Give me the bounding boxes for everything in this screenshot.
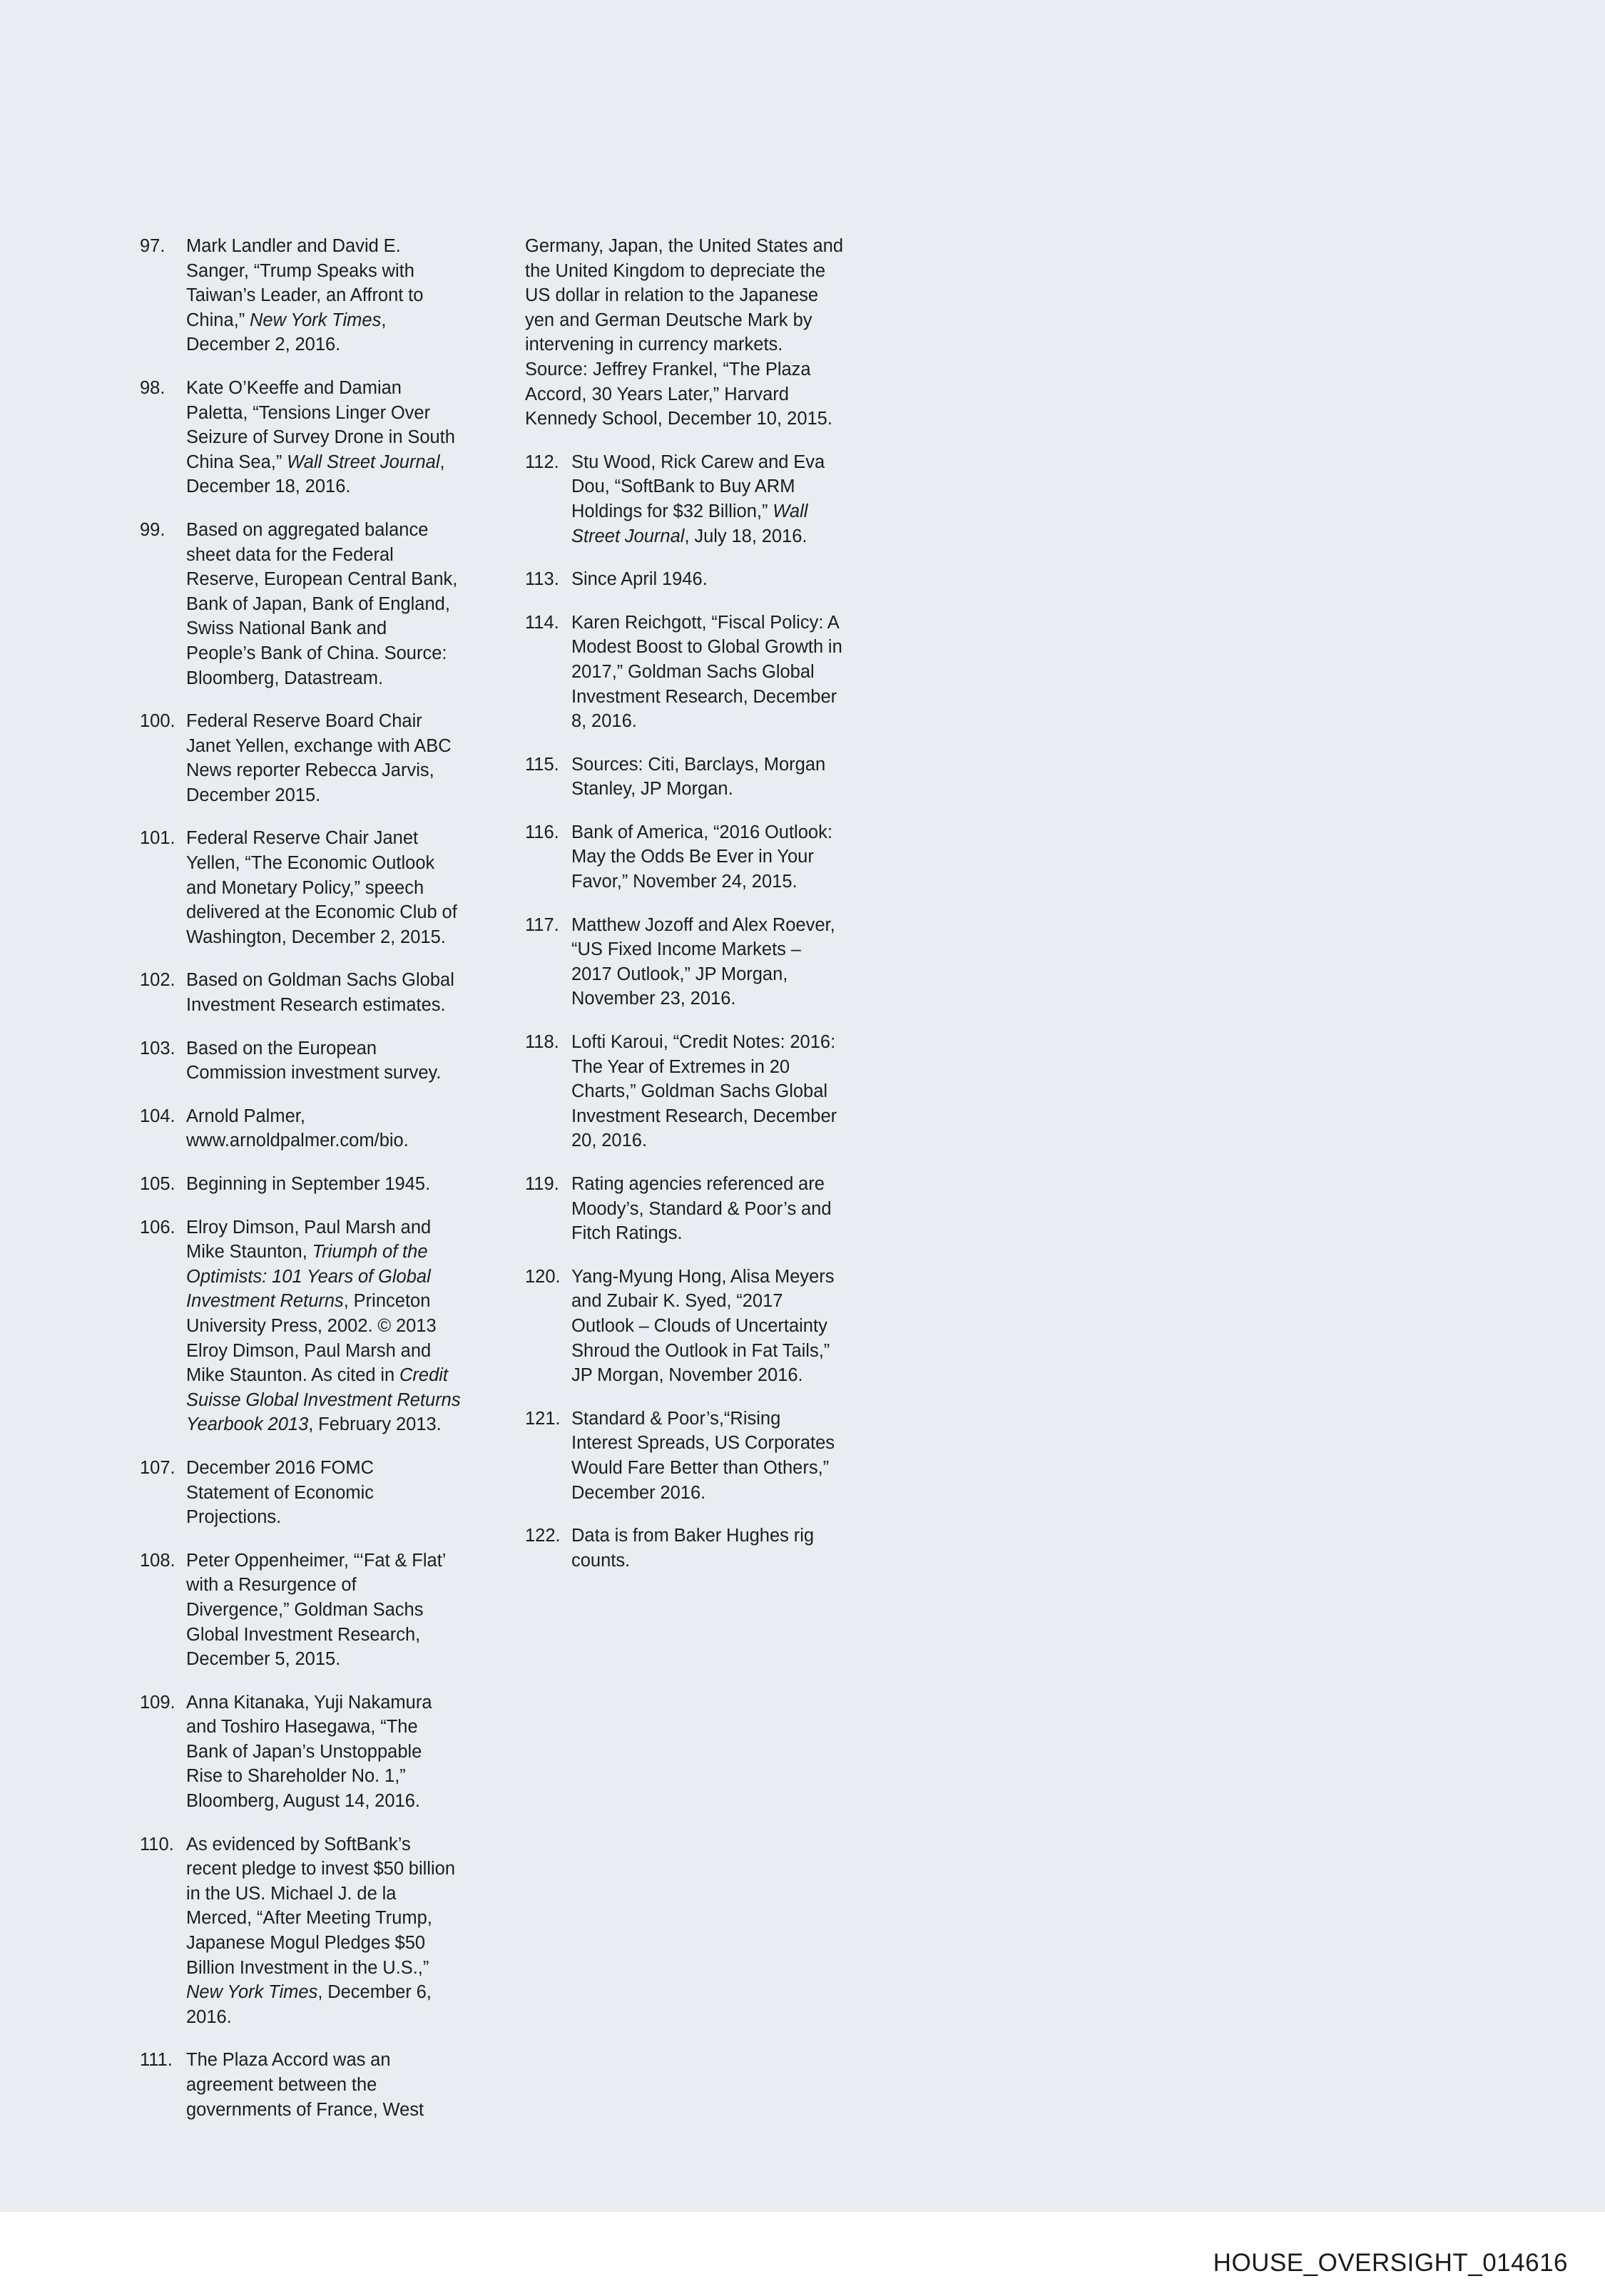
endnote-text: Rating agencies referenced are Moody’s, Standard & Poor’s and Fitch Ratings. bbox=[571, 1174, 832, 1244]
endnote-number: 111. bbox=[140, 2050, 173, 2071]
endnote-item bbox=[140, 1172, 461, 1197]
endnote-item bbox=[140, 1832, 461, 2030]
endnote-number: 120. bbox=[525, 1266, 561, 1287]
endnote-continuation: Germany, Japan, the United States and the United Kingdom to depreciate the US dollar in relation to the Japanese yen and German Deutsche Mark by intervening in currency markets. Source: Jeffrey Frankel, “The Plaza Accord, 30 Years Later,” Harvard Kennedy School, December 10, 2015. bbox=[525, 236, 844, 429]
endnote-item bbox=[140, 234, 461, 357]
endnote-item bbox=[525, 1265, 846, 1388]
endnote-text: Arnold Palmer, www.arnoldpalmer.com/bio. bbox=[186, 1106, 409, 1151]
endnote-text: December 2016 FOMC Statement of Economic Projections. bbox=[186, 1457, 374, 1528]
endnote-number: 119. bbox=[525, 1174, 559, 1194]
endnote-text: Based on aggregated balance sheet data for the Federal Reserve, European Central Bank, Bank of Japan, Bank of England, Swiss National Bank and People’s Bank of China. Source: Bloomberg, Datastream. bbox=[186, 519, 458, 688]
endnote-number: 113. bbox=[525, 569, 559, 590]
endnote-number: 114. bbox=[525, 612, 559, 633]
endnote-text: Elroy Dimson, Paul Marsh and Mike Staunton, Triumph of the Optimists: 101 Years of Global Investment Returns, Princeton University Press, 2002. © 2013 Elroy Dimson, Paul Marsh and Mike Staunton. As cited in Credit Suisse Global Investment Returns Yearbook 2013, February 2013. bbox=[186, 1217, 461, 1435]
endnote-number: 109. bbox=[140, 1692, 175, 1713]
endnote-number: 118. bbox=[525, 1032, 559, 1053]
endnote-number: 115. bbox=[525, 754, 559, 775]
endnote-number: 116. bbox=[525, 822, 559, 842]
endnote-text: Data is from Baker Hughes rig counts. bbox=[571, 1526, 815, 1571]
endnote-item bbox=[140, 376, 461, 499]
endnote-item bbox=[525, 1172, 846, 1246]
endnote-text: Mark Landler and David E. Sanger, “Trump Speaks with Taiwan’s Leader, an Affront to China,” New York Times, December 2, 2016. bbox=[186, 236, 424, 355]
endnote-text: Karen Reichgott, “Fiscal Policy: A Modest Boost to Global Growth in 2017,” Goldman Sachs Global Investment Research, December 8, 2016. bbox=[571, 612, 842, 732]
endnote-item bbox=[140, 1690, 461, 1814]
endnote-number: 121. bbox=[525, 1408, 561, 1429]
endnote-text: Standard & Poor’s,“Rising Interest Spreads, US Corporates Would Fare Better than Others,” December 2016. bbox=[571, 1408, 835, 1503]
endnote-text: Matthew Jozoff and Alex Roever, “US Fixed Income Markets – 2017 Outlook,” JP Morgan, November 23, 2016. bbox=[571, 914, 835, 1009]
endnote-item bbox=[140, 709, 461, 807]
endnote-text: Based on Goldman Sachs Global Investment Research estimates. bbox=[186, 970, 454, 1016]
endnote-text: Kate O’Keeffe and Damian Paletta, “Tensions Linger Over Seizure of Survey Drone in South China Sea,” Wall Street Journal, December 18, 2016. bbox=[186, 377, 455, 497]
endnote-number: 102. bbox=[140, 970, 175, 991]
endnote-text: Yang-Myung Hong, Alisa Meyers and Zubair K. Syed, “2017 Outlook – Clouds of Uncertainty Shroud the Outlook in Fat Tails,” JP Morgan, November 2016. bbox=[571, 1266, 835, 1386]
endnote-text: Sources: Citi, Barclays, Morgan Stanley, JP Morgan. bbox=[571, 754, 826, 800]
endnote-item bbox=[525, 611, 846, 734]
endnote-text: Bank of America, “2016 Outlook: May the Odds Be Ever in Your Favor,” November 24, 2015. bbox=[571, 822, 832, 892]
endnote-item bbox=[140, 2048, 461, 2122]
endnote-item bbox=[140, 968, 461, 1017]
endnote-item bbox=[525, 450, 846, 549]
endnote-item bbox=[140, 1456, 461, 1530]
endnote-item bbox=[140, 1215, 461, 1437]
endnote-number: 99. bbox=[140, 519, 165, 540]
endnote-number: 98. bbox=[140, 377, 165, 398]
endnote-item bbox=[525, 1407, 846, 1505]
endnote-number: 110. bbox=[140, 1834, 174, 1854]
endnote-text: As evidenced by SoftBank’s recent pledge to invest $50 billion in the US. Michael J. de la Merced, “After Meeting Trump, Japanese Mogul Pledges $50 Billion Investment in the U.S.,” New York Times, December 6, 2016. bbox=[186, 1834, 456, 2027]
endnote-item bbox=[525, 1524, 846, 1573]
endnote-text: Beginning in September 1945. bbox=[186, 1174, 431, 1194]
endnote-number: 106. bbox=[140, 1217, 175, 1238]
endnote-number: 122. bbox=[525, 1526, 561, 1546]
endnote-number: 107. bbox=[140, 1457, 175, 1478]
endnote-text: Federal Reserve Chair Janet Yellen, “The Economic Outlook and Monetary Policy,” speech delivered at the Economic Club of Washington, December 2, 2015. bbox=[186, 828, 457, 947]
endnotes-column-left bbox=[140, 234, 461, 2141]
endnote-text: Anna Kitanaka, Yuji Nakamura and Toshiro Hasegawa, “The Bank of Japan’s Unstoppable Rise to Shareholder No. 1,” Bloomberg, August 14, 2016. bbox=[186, 1692, 432, 1812]
endnote-number: 108. bbox=[140, 1550, 175, 1571]
endnote-text: Lofti Karoui, “Credit Notes: 2016: The Year of Extremes in 20 Charts,” Goldman Sachs Global Investment Research, December 20, 2016. bbox=[571, 1032, 837, 1151]
endnote-text: Peter Oppenheimer, “‘Fat & Flat’ with a Resurgence of Divergence,” Goldman Sachs Global Investment Research, December 5, 2015. bbox=[186, 1550, 446, 1670]
endnote-item bbox=[140, 1104, 461, 1153]
endnote-number: 100. bbox=[140, 711, 175, 732]
endnote-item bbox=[140, 1036, 461, 1086]
endnote-item bbox=[525, 1030, 846, 1153]
endnote-text: Stu Wood, Rick Carew and Eva Dou, “SoftBank to Buy ARM Holdings for $32 Billion,” Wall Street Journal, July 18, 2016. bbox=[571, 451, 825, 546]
footer-bar bbox=[0, 2212, 1605, 2296]
endnote-number: 104. bbox=[140, 1106, 175, 1126]
endnotes-column-right bbox=[525, 234, 846, 1591]
endnote-item bbox=[140, 1548, 461, 1672]
endnote-number: 117. bbox=[525, 914, 559, 935]
endnote-number: 112. bbox=[525, 451, 559, 472]
endnote-item bbox=[140, 826, 461, 949]
endnote-text: Since April 1946. bbox=[571, 569, 708, 590]
endnote-number: 103. bbox=[140, 1038, 175, 1058]
endnote-number: 105. bbox=[140, 1174, 175, 1194]
endnote-item bbox=[525, 913, 846, 1011]
bates-stamp: HOUSE_OVERSIGHT_014616 bbox=[1213, 2249, 1568, 2277]
endnote-item bbox=[525, 567, 846, 592]
endnote-text: Federal Reserve Board Chair Janet Yellen, exchange with ABC News reporter Rebecca Jarvis, December 2015. bbox=[186, 711, 452, 805]
endnote-number: 101. bbox=[140, 828, 175, 849]
endnote-item bbox=[525, 752, 846, 802]
endnote-text: The Plaza Accord was an agreement between the governments of France, West bbox=[186, 2050, 424, 2120]
endnote-item bbox=[140, 518, 461, 690]
endnote-text: Based on the European Commission investment survey. bbox=[186, 1038, 442, 1083]
endnote-item bbox=[525, 820, 846, 894]
endnote-number: 97. bbox=[140, 236, 165, 256]
